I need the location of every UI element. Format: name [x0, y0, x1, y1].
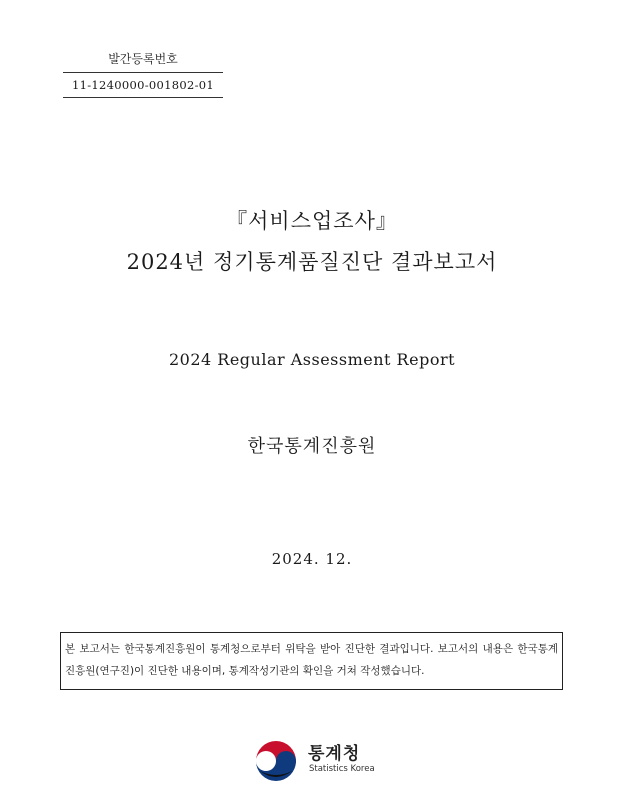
organization-name: 한국통계진흥원: [247, 436, 377, 457]
report-title-line1: 『서비스업조사』: [226, 209, 398, 233]
publication-number: 11-1240000-001802-01: [63, 73, 223, 98]
logo-name-korean: 통계청: [308, 744, 361, 764]
report-subtitle: 2024 Regular Assessment Report: [168, 350, 456, 369]
statistics-korea-logo: [252, 737, 392, 785]
logo-name-english: Statistics Korea: [309, 764, 375, 774]
publication-date: 2024. 12.: [271, 550, 353, 568]
publication-registration-box: [63, 50, 223, 98]
taegeuk-logo-icon: [252, 737, 300, 785]
notice-box: 본 보고서는 한국통계진흥원이 통계청으로부터 위탁을 받아 진단한 결과입니다. 보고서의 내용은 한국통계진흥원(연구진)이 진단한 내용이며, 통계작성기관의 확인을 거쳐 작성했습니다.: [60, 632, 563, 690]
publication-label: 발간등록번호: [63, 50, 223, 73]
report-title-line2: 2024년 정기통계품질진단 결과보고서: [126, 250, 498, 274]
